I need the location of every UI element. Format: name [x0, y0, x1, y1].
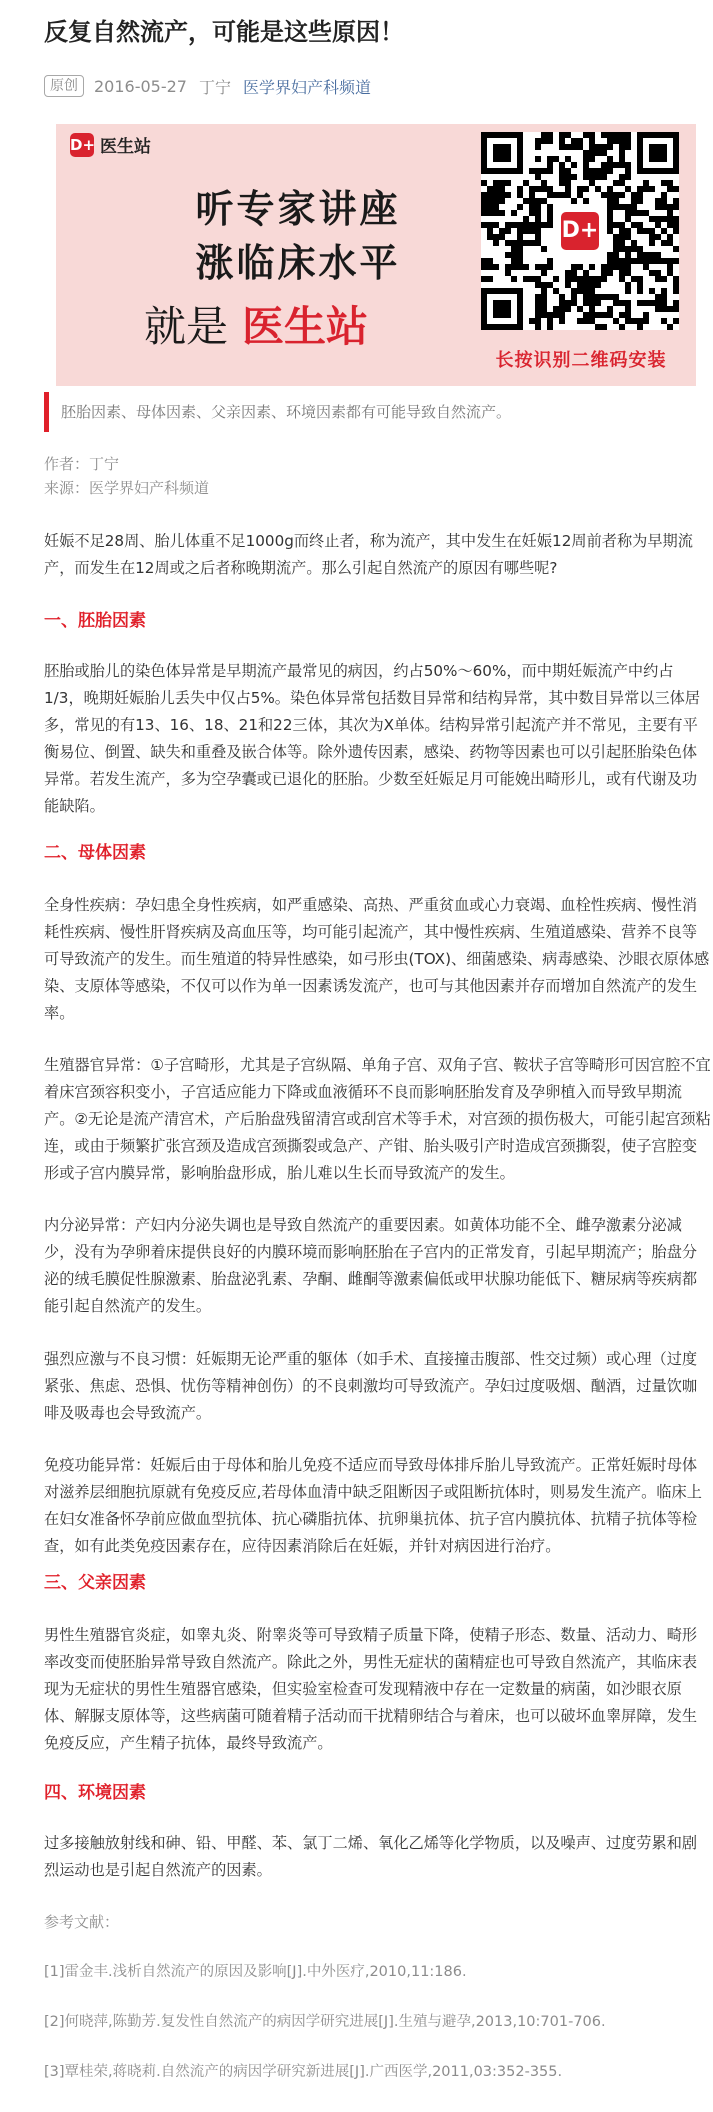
- qr-finder-inner: [649, 144, 667, 162]
- logo-text: 医生站: [100, 137, 151, 157]
- promo-banner[interactable]: [56, 124, 696, 386]
- qr-finder-inner: [493, 300, 511, 318]
- references-title: 参考文献：: [44, 1913, 120, 1931]
- author-line: 作者：丁宁: [44, 455, 120, 473]
- scan-instruction: 长按识别二维码安装: [495, 350, 667, 371]
- banner-slogan-line3: [144, 294, 368, 354]
- section-heading-maternal: 二、母体因素: [44, 843, 146, 863]
- paragraph-environment: 过多接触放射线和砷、铅、甲醛、苯、氯丁二烯、氧化乙烯等化学物质，以及噪声、过度劳累和剧烈运动也是引起自然流产的因素。: [44, 1834, 698, 1879]
- publish-date: 2016-05-27: [94, 76, 187, 96]
- original-tag: 原创: [44, 75, 84, 97]
- reference-item: [3]覃桂荣,蒋晓莉.自然流产的病因学研究新进展[J].广西医学,2011,03:352-355.: [44, 2064, 563, 2080]
- logo-icon: D+: [70, 133, 94, 157]
- reference-item: [2]何晓萍,陈勤芳.复发性自然流产的病因学研究进展[J].生殖与避孕,2013,10:701-706.: [44, 2014, 606, 2030]
- qr-code[interactable]: [481, 132, 679, 330]
- banner-brand-name: 医生站: [242, 302, 369, 351]
- section-heading-embryo: 一、胚胎因素: [44, 611, 146, 631]
- paragraph-paternal: 男性生殖器官炎症，如睾丸炎、附睾炎等可导致精子质量下降，使精子形态、数量、活动力、畸形率改变而使胚胎异常导致自然流产。除此之外，男性无症状的菌精症也可导致自然流产，其临床表现为无症状的男性生殖器官感染，但实验室检查可发现精液中存在一定数量的病菌，如沙眼衣原体、解脲支原体等，这些病菌可随着精子活动而干扰精卵结合与着床，也可以破坏血睾屏障，发生免疫反应，产生精子抗体，最终导致流产。: [44, 1626, 698, 1752]
- reference-item: [1]雷金丰.浅析自然流产的原因及影响[J].中外医疗,2010,11:186.: [44, 1964, 467, 1980]
- paragraph-immune: 免疫功能异常：妊娠后由于母体和胎儿免疫不适应而导致母体排斥胎儿导致流产。正常妊娠时母体对滋养层细胞抗原就有免疫反应,若母体血清中缺乏阻断因子或阻断抗体时，则易发生流产。临床上在妇女准备怀孕前应做血型抗体、抗心磷脂抗体、抗卵巢抗体、抗子宫内膜抗体、抗精子抗体等检查，如有此类免疫因素存在，应待因素消除后在妊娠，并针对病因进行治疗。: [44, 1456, 702, 1555]
- section-heading-paternal: 三、父亲因素: [44, 1573, 146, 1593]
- article-meta: [44, 72, 371, 100]
- qr-finder-inner: [493, 144, 511, 162]
- qr-logo-icon: D+: [558, 209, 602, 253]
- paragraph-reproductive-abnormality: 生殖器官异常：①子宫畸形，尤其是子宫纵隔、单角子宫、双角子宫、鞍状子宫等畸形可因宫腔不宜着床宫颈容积变小，子宫适应能力下降或血液循环不良而影响胚胎发育及孕卵植入而导致早期流产。②无论是流产清宫术，产后胎盘残留清宫或刮宫术等手术，对宫颈的损伤极大，可能引起宫颈粘连，或由于频繁扩张宫颈及造成宫颈撕裂或急产、产钳、胎头吸引产时造成宫颈撕裂，使子宫腔变形或子宫内膜异常，影响胎盘形成，胎儿难以生长而导致流产的发生。: [44, 1056, 711, 1182]
- banner-slogan-line1: 听专家讲座: [195, 186, 401, 231]
- banner-logo: [70, 132, 151, 157]
- article-title: 反复自然流产，可能是这些原因！: [44, 18, 404, 46]
- banner-slogan-line2: 涨临床水平: [195, 240, 401, 285]
- banner-slogan-prefix: 就是: [144, 302, 229, 351]
- meta-author: 丁宁: [198, 77, 231, 97]
- intro-paragraph: 妊娠不足28周、胎儿体重不足1000g而终止者，称为流产，其中发生在妊娠12周前者称为早期流产，而发生在12周或之后者称晚期流产。那么引起自然流产的原因有哪些呢?: [44, 532, 693, 577]
- article-summary: 胚胎因素、母体因素、父亲因素、环境因素都有可能导致自然流产。: [44, 392, 700, 432]
- paragraph-systemic-disease: 全身性疾病：孕妇患全身性疾病，如严重感染、高热、严重贫血或心力衰竭、血栓性疾病、慢性消耗性疾病、慢性肝肾疾病及高血压等，均可能引起流产，其中慢性疾病、生殖道感染、营养不良等可导致流产的发生。而生殖道的特异性感染，如弓形虫(TOX)、细菌感染、病毒感染、沙眼衣原体感染、支原体等感染，不仅可以作为单一因素诱发流产，也可与其他因素并存而增加自然流产的发生率。: [44, 896, 710, 1022]
- source-line: 来源：医学界妇产科频道: [44, 479, 210, 497]
- channel-link[interactable]: 医学界妇产科频道: [243, 77, 372, 97]
- paragraph-stress-habits: 强烈应激与不良习惯：妊娠期无论严重的躯体（如手术、直接撞击腹部、性交过频）或心理（过度紧张、焦虑、恐惧、忧伤等精神创伤）的不良刺激均可导致流产。孕妇过度吸烟、酗酒，过量饮咖啡及吸毒也会导致流产。: [44, 1350, 698, 1422]
- paragraph-endocrine: 内分泌异常：产妇内分泌失调也是导致自然流产的重要因素。如黄体功能不全、雌孕激素分泌减少，没有为孕卵着床提供良好的内膜环境而影响胚胎在子宫内的正常发育，引起早期流产；胎盘分泌的绒毛膜促性腺激素、胎盘泌乳素、孕酮、雌酮等激素偏低或甲状腺功能低下、糖尿病等疾病都能引起自然流产的发生。: [44, 1216, 698, 1315]
- paragraph-embryo: 胚胎或胎儿的染色体异常是早期流产最常见的病因，约占50%～60%，而中期妊娠流产中约占1/3，晚期妊娠胎儿丢失中仅占5%。染色体异常包括数目异常和结构异常，其中数目异常以三体居多，常见的有13、16、18、21和22三体，其次为X单体。结构异常引起流产并不常见，主要有平衡易位、倒置、缺失和重叠及嵌合体等。除外遗传因素，感染、药物等因素也可以引起胚胎染色体异常。若发生流产，多为空孕囊或已退化的胚胎。少数至妊娠足月可能娩出畸形儿，或有代谢及功能缺陷。: [44, 662, 701, 815]
- section-heading-environment: 四、环境因素: [44, 1783, 146, 1803]
